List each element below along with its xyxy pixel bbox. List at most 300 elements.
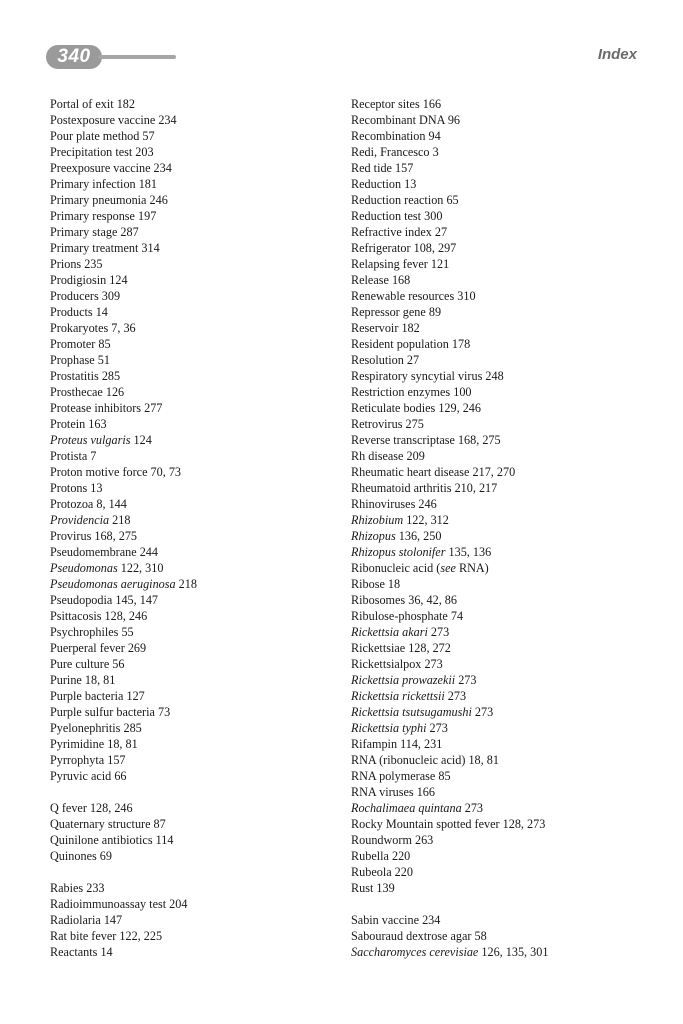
index-page-refs: 273 <box>429 721 448 735</box>
index-page-refs: 273 <box>474 705 494 719</box>
index-entry <box>351 272 651 288</box>
index-page-refs: 96 <box>447 113 460 127</box>
index-page-refs: 18, 81 <box>107 737 138 751</box>
index-page-refs: 168, 275 <box>457 433 501 447</box>
index-page-refs: 18, 81 <box>84 673 116 687</box>
index-entry <box>50 176 340 192</box>
index-entry <box>50 240 340 256</box>
index-term: Prions <box>50 257 82 271</box>
index-term: Redi, Francesco <box>351 145 430 159</box>
index-page-refs: 309 <box>101 289 121 303</box>
index-page-refs: 135, 136 <box>448 545 492 559</box>
index-term: Rat bite fever <box>50 929 117 943</box>
index-entry <box>50 464 340 480</box>
index-entry <box>351 288 651 304</box>
index-page-refs: 166 <box>416 785 435 799</box>
index-page-refs: 220 <box>394 865 413 879</box>
index-term: Rickettsialpox <box>351 657 422 671</box>
index-page-refs: 128, 246 <box>104 609 148 623</box>
index-term: Prosthecae <box>50 385 103 399</box>
index-term: Rochalimaea quintana <box>351 801 462 815</box>
index-term: Rickettsia akari <box>351 625 428 639</box>
index-entry <box>50 656 340 672</box>
index-entry <box>50 640 340 656</box>
index-page-refs: 300 <box>424 209 443 223</box>
index-entry <box>351 640 651 656</box>
index-page-refs: 234 <box>153 161 172 175</box>
index-page-refs: 178 <box>451 337 471 351</box>
index-page-refs: 58 <box>474 929 487 943</box>
index-page-refs: 157 <box>107 753 126 767</box>
index-page-refs: 269 <box>127 641 147 655</box>
index-term: Prodigiosin <box>50 273 107 287</box>
index-page-refs: 14 <box>95 305 108 319</box>
index-term: Roundworm <box>351 833 412 847</box>
index-page-refs: 182 <box>401 321 420 335</box>
index-entry <box>351 528 651 544</box>
index-term: Reduction <box>351 177 402 191</box>
index-page-refs: 14 <box>100 945 113 959</box>
index-page-refs: 275 <box>405 417 424 431</box>
index-term: RNA viruses <box>351 785 414 799</box>
index-term: Refractive index <box>351 225 432 239</box>
index-entry <box>50 608 340 624</box>
index-entry <box>351 912 651 928</box>
index-term: Promoter <box>50 337 96 351</box>
index-page-refs: 65 <box>446 193 459 207</box>
index-page-refs: 234 <box>422 913 441 927</box>
index-term: Primary stage <box>50 225 118 239</box>
index-term: Quinilone antibiotics <box>50 833 153 847</box>
index-page-refs: 69 <box>99 849 112 863</box>
index-entry <box>50 320 340 336</box>
index-page-refs: 122, 310 <box>120 561 164 575</box>
see-target: RNA) <box>455 561 489 575</box>
index-entry <box>351 448 651 464</box>
index-page-refs: 128, 273 <box>502 817 546 831</box>
index-entry <box>50 208 340 224</box>
index-term: Quaternary structure <box>50 817 151 831</box>
page-header <box>0 0 683 90</box>
index-entry <box>351 608 651 624</box>
index-term: Proteus vulgaris <box>50 433 131 447</box>
index-term: Repressor gene <box>351 305 426 319</box>
index-term: Rickettsia typhi <box>351 721 427 735</box>
index-term: Pure culture <box>50 657 110 671</box>
index-page-refs: 94 <box>428 129 441 143</box>
index-entry <box>351 320 651 336</box>
index-page-refs: 157 <box>395 161 414 175</box>
index-term: Precipitation test <box>50 145 133 159</box>
index-page-refs: 129, 246 <box>438 401 481 415</box>
index-page-refs: 13 <box>404 177 417 191</box>
index-term: Resolution <box>351 353 404 367</box>
index-entry <box>50 400 340 416</box>
index-entry <box>351 464 651 480</box>
index-page-refs: 273 <box>464 801 484 815</box>
index-entry <box>50 928 340 944</box>
index-page-refs: 285 <box>123 721 142 735</box>
index-entry <box>351 752 651 768</box>
index-term: Primary infection <box>50 177 136 191</box>
index-term: Reactants <box>50 945 98 959</box>
index-entry <box>351 800 651 816</box>
index-term: Rhizobium <box>351 513 404 527</box>
index-entry <box>50 96 340 112</box>
index-term: Rocky Mountain spotted fever <box>351 817 500 831</box>
index-entry <box>50 848 340 864</box>
index-term: Psittacosis <box>50 609 102 623</box>
index-term: Protista <box>50 449 88 463</box>
index-term: Reverse transcriptase <box>351 433 455 447</box>
index-page-refs: 273 <box>430 625 450 639</box>
index-entry <box>351 384 651 400</box>
index-entry <box>50 528 340 544</box>
index-page-refs: 285 <box>101 369 121 383</box>
index-entry <box>50 288 340 304</box>
index-entry <box>50 576 340 592</box>
page-number-badge: 340 <box>46 45 102 69</box>
index-entry <box>50 720 340 736</box>
index-entry <box>50 896 340 912</box>
index-page-refs: 163 <box>88 417 107 431</box>
index-page-refs: 128, 246 <box>89 801 133 815</box>
index-page-refs: 127 <box>126 689 145 703</box>
index-page-refs: 7 <box>90 449 97 463</box>
index-entry <box>351 768 651 784</box>
index-entry <box>50 384 340 400</box>
index-term: Proton motive force <box>50 465 148 479</box>
index-term: Relapsing fever <box>351 257 428 271</box>
index-term: Pseudomonas aeruginosa <box>50 577 176 591</box>
index-term: Ribose <box>351 577 385 591</box>
index-term: Recombinant DNA <box>351 113 445 127</box>
index-page-refs: 147 <box>103 913 123 927</box>
index-page-refs: 248 <box>485 369 504 383</box>
index-term: Retrovirus <box>351 417 403 431</box>
index-entry <box>50 752 340 768</box>
index-entry <box>351 704 651 720</box>
index-page-refs: 203 <box>135 145 154 159</box>
index-term: Providencia <box>50 513 110 527</box>
index-letter-gap <box>351 896 651 912</box>
index-page-refs: 126, 135, 301 <box>481 945 549 959</box>
index-page-refs: 235 <box>84 257 103 271</box>
index-term: Protease inhibitors <box>50 401 142 415</box>
index-term: Resident population <box>351 337 449 351</box>
index-page-refs: 122, 225 <box>119 929 163 943</box>
index-entry <box>351 816 651 832</box>
index-entry <box>50 480 340 496</box>
index-entry <box>50 416 340 432</box>
index-term: Rhizopus stolonifer <box>351 545 446 559</box>
index-term: Primary treatment <box>50 241 139 255</box>
index-entry <box>351 560 651 576</box>
index-entry <box>351 224 651 240</box>
index-term: Rhizopus <box>351 529 396 543</box>
index-entry <box>50 800 340 816</box>
index-term: Rickettsia rickettsii <box>351 689 445 703</box>
index-term: Protozoa <box>50 497 94 511</box>
index-term: Puerperal fever <box>50 641 125 655</box>
index-term: Reservoir <box>351 321 399 335</box>
index-page-refs: 220 <box>391 849 411 863</box>
index-term: Pseudomembrane <box>50 545 137 559</box>
index-entry <box>351 928 651 944</box>
index-term: Rubella <box>351 849 389 863</box>
index-page-refs: 124 <box>133 433 152 447</box>
index-entry <box>50 688 340 704</box>
index-term: RNA (ribonucleic acid) <box>351 753 466 767</box>
index-page-refs: 70, 73 <box>150 465 181 479</box>
index-page-refs: 218 <box>112 513 131 527</box>
index-entry <box>351 256 651 272</box>
index-term: Sabin vaccine <box>351 913 420 927</box>
index-page-refs: 74 <box>450 609 464 623</box>
index-page-refs: 85 <box>438 769 451 783</box>
index-entry <box>351 160 651 176</box>
index-page-refs: 234 <box>158 113 177 127</box>
index-term: Quinones <box>50 849 97 863</box>
index-page-refs: 139 <box>376 881 395 895</box>
index-term: Pseudopodia <box>50 593 113 607</box>
index-entry <box>50 160 340 176</box>
index-term: Rickettsia prowazekii <box>351 673 456 687</box>
index-page-refs: 246 <box>149 193 168 207</box>
index-page-refs: 181 <box>138 177 157 191</box>
index-entry <box>351 176 651 192</box>
index-entry <box>351 336 651 352</box>
index-page-refs: 55 <box>121 625 134 639</box>
index-entry <box>50 144 340 160</box>
index-entry <box>50 768 340 784</box>
index-term: Prostatitis <box>50 369 99 383</box>
index-entry <box>351 144 651 160</box>
index-term: Pyelonephritis <box>50 721 121 735</box>
index-page-refs: 287 <box>120 225 139 239</box>
index-entry <box>351 208 651 224</box>
index-entry <box>50 192 340 208</box>
index-entry <box>351 656 651 672</box>
index-column-right <box>351 96 651 960</box>
index-page-refs: 87 <box>153 817 166 831</box>
index-term: Psychrophiles <box>50 625 119 639</box>
index-term: Postexposure vaccine <box>50 113 156 127</box>
index-page-refs: 263 <box>414 833 434 847</box>
index-page-refs: 277 <box>144 401 163 415</box>
index-entry <box>351 512 651 528</box>
index-term: Renewable resources <box>351 289 455 303</box>
index-entry <box>351 304 651 320</box>
index-term: Products <box>50 305 93 319</box>
index-term: Rheumatic heart disease <box>351 465 470 479</box>
index-entry <box>50 336 340 352</box>
index-term: Purine <box>50 673 82 687</box>
index-term: Pseudomonas <box>50 561 118 575</box>
index-term: Rust <box>351 881 374 895</box>
index-page-refs: 73 <box>157 705 171 719</box>
index-entry <box>50 912 340 928</box>
index-entry <box>50 512 340 528</box>
index-term: Pyruvic acid <box>50 769 112 783</box>
index-page-refs: 66 <box>114 769 127 783</box>
index-entry <box>351 688 651 704</box>
index-entry <box>351 416 651 432</box>
index-page-refs: 121 <box>430 257 450 271</box>
index-page-refs: 3 <box>432 145 439 159</box>
index-page-refs: 246 <box>418 497 437 511</box>
index-entry <box>351 592 651 608</box>
index-term: Pyrimidine <box>50 737 105 751</box>
index-page-refs: 168, 275 <box>94 529 138 543</box>
index-page-refs: 108, 297 <box>413 241 457 255</box>
index-term: Q fever <box>50 801 87 815</box>
index-entry <box>351 784 651 800</box>
index-entry <box>50 736 340 752</box>
index-entry <box>50 368 340 384</box>
index-term: Portal of exit <box>50 97 114 111</box>
index-entry <box>50 832 340 848</box>
index-entry <box>50 352 340 368</box>
index-term: Rubeola <box>351 865 392 879</box>
index-page-refs: 310 <box>457 289 476 303</box>
index-page-refs: 273 <box>424 657 443 671</box>
index-entry <box>351 112 651 128</box>
index-term: Radiolaria <box>50 913 101 927</box>
index-entry <box>351 400 651 416</box>
index-page-refs: 7, 36 <box>111 321 136 335</box>
index-entry <box>50 880 340 896</box>
index-entry <box>351 352 651 368</box>
index-column-left <box>50 96 340 960</box>
index-page-refs: 18 <box>387 577 401 591</box>
index-page-refs: 217, 270 <box>472 465 516 479</box>
index-page-refs: 273 <box>458 673 477 687</box>
index-page-refs: 166 <box>422 97 442 111</box>
index-page-refs: 128, 272 <box>408 641 451 655</box>
index-entry <box>351 848 651 864</box>
index-entry <box>50 304 340 320</box>
index-term: Ribulose-phosphate <box>351 609 448 623</box>
index-term: Rabies <box>50 881 84 895</box>
index-entry <box>50 624 340 640</box>
index-term: Ribosomes <box>351 593 406 607</box>
index-term: Rhinoviruses <box>351 497 416 511</box>
index-entry <box>50 560 340 576</box>
index-term: Preexposure vaccine <box>50 161 151 175</box>
index-term: Refrigerator <box>351 241 411 255</box>
index-entry <box>50 448 340 464</box>
index-entry <box>50 944 340 960</box>
index-page-refs: 8, 144 <box>96 497 127 511</box>
index-term: Sabouraud dextrose agar <box>351 929 472 943</box>
index-entry <box>351 496 651 512</box>
index-page-refs: 136, 250 <box>398 529 442 543</box>
index-page-refs: 56 <box>112 657 125 671</box>
index-entry <box>351 192 651 208</box>
index-term: Rifampin <box>351 737 398 751</box>
index-entry <box>50 272 340 288</box>
index-term: Pyrrophyta <box>50 753 105 767</box>
index-page-refs: 210, 217 <box>454 481 498 495</box>
index-page-refs: 36, 42, 86 <box>408 593 457 607</box>
index-term: Primary response <box>50 209 135 223</box>
index-page-refs: 13 <box>90 481 103 495</box>
index-term: Rickettsia tsutsugamushi <box>351 705 472 719</box>
index-term: RNA polymerase <box>351 769 436 783</box>
index-entry <box>50 544 340 560</box>
index-term: Protons <box>50 481 88 495</box>
index-page-refs: 27 <box>434 225 448 239</box>
header-rule <box>98 55 176 59</box>
index-page-refs: 122, 312 <box>406 513 449 527</box>
index-page-refs: 209 <box>406 449 425 463</box>
index-page-refs: 18, 81 <box>468 753 499 767</box>
index-term: Reticulate bodies <box>351 401 436 415</box>
index-term: Release <box>351 273 389 287</box>
index-page-refs: 100 <box>453 385 472 399</box>
index-page-refs: 85 <box>98 337 111 351</box>
index-entry <box>50 672 340 688</box>
index-entry <box>351 672 651 688</box>
index-entry <box>50 432 340 448</box>
index-entry <box>50 256 340 272</box>
index-entry <box>50 496 340 512</box>
index-page-refs: 273 <box>447 689 467 703</box>
index-entry <box>351 128 651 144</box>
index-page-refs: 204 <box>169 897 188 911</box>
index-entry <box>351 480 651 496</box>
index-entry <box>351 864 651 880</box>
index-page-refs: 124 <box>109 273 128 287</box>
index-term: Pour plate method <box>50 129 140 143</box>
index-term: Radioimmunoassay test <box>50 897 167 911</box>
index-page-refs: 114, 231 <box>400 737 443 751</box>
index-page-refs: 145, 147 <box>115 593 158 607</box>
index-page-refs: 314 <box>141 241 160 255</box>
index-entry <box>351 880 651 896</box>
index-term: Ribonucleic acid ( <box>351 561 441 575</box>
index-term: Prophase <box>50 353 95 367</box>
index-term: Rickettsiae <box>351 641 406 655</box>
index-term: Provirus <box>50 529 92 543</box>
index-term: Red tide <box>351 161 392 175</box>
index-page-refs: 197 <box>138 209 157 223</box>
index-entry <box>351 944 651 960</box>
index-page-refs: 126 <box>105 385 125 399</box>
index-entry <box>50 704 340 720</box>
index-term: Prokaryotes <box>50 321 109 335</box>
index-letter-gap <box>50 864 340 880</box>
index-page-refs: 182 <box>116 97 135 111</box>
index-letter-gap <box>50 784 340 800</box>
index-term: Recombination <box>351 129 426 143</box>
index-page-refs: 233 <box>86 881 105 895</box>
index-entry <box>351 240 651 256</box>
index-term: Reduction reaction <box>351 193 444 207</box>
index-term: Purple bacteria <box>50 689 124 703</box>
index-entry <box>351 368 651 384</box>
index-entry <box>50 592 340 608</box>
index-page-refs: 51 <box>97 353 110 367</box>
index-term: Producers <box>50 289 99 303</box>
index-entry <box>351 832 651 848</box>
index-entry <box>351 736 651 752</box>
index-page-refs: 168 <box>391 273 411 287</box>
index-entry <box>50 224 340 240</box>
index-entry <box>50 112 340 128</box>
index-term: Rheumatoid arthritis <box>351 481 452 495</box>
